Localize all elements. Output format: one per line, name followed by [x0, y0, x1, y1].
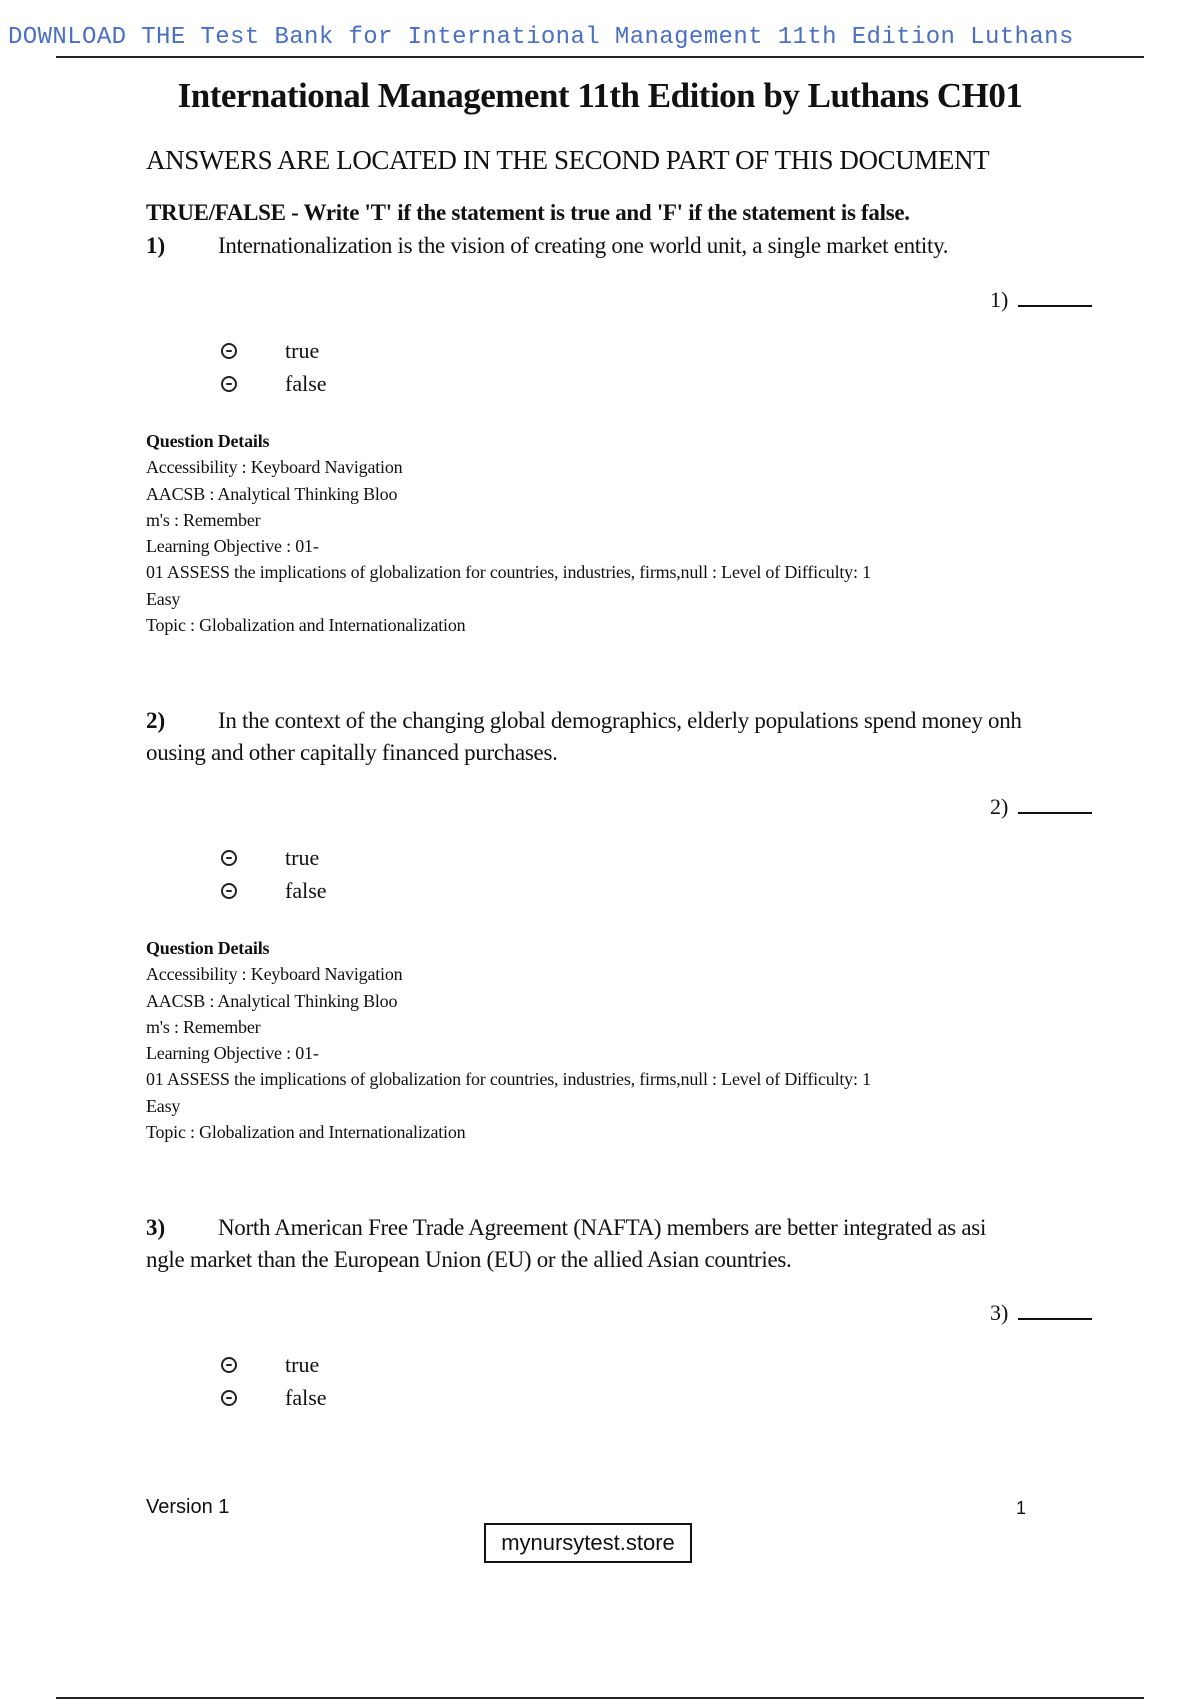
answer-label: 3) [990, 1300, 1009, 1325]
radio-button-icon[interactable] [221, 1390, 237, 1406]
document-title: International Management 11th Edition by Luthans CH01 [177, 76, 1023, 115]
details-line: m's : Remember [146, 1016, 261, 1037]
question-1-answer-slot[interactable] [990, 287, 1092, 313]
option-label: true [285, 845, 320, 870]
question-2-text-line-1: In the context of the changing global demographics, elderly populations spend money onh [218, 708, 1022, 733]
download-link[interactable]: DOWNLOAD THE Test Bank for International Management 11th Edition Luthans [8, 24, 1074, 51]
radio-button-icon[interactable] [221, 883, 237, 899]
answer-label: 1) [990, 287, 1009, 312]
header-divider [56, 56, 1144, 58]
details-line: Topic : Globalization and Internationalization [146, 615, 466, 636]
question-1-number: 1) [146, 233, 166, 258]
question-3-text-line-2: ngle market than the European Union (EU) or the allied Asian countries. [146, 1247, 792, 1272]
question-2-option-false[interactable] [221, 878, 327, 904]
answer-blank-line [1018, 1318, 1092, 1320]
question-2-option-true[interactable] [221, 845, 319, 871]
details-heading: Question Details [146, 431, 270, 451]
question-2-details [146, 935, 871, 1145]
details-heading: Question Details [146, 938, 270, 958]
question-3-option-true[interactable] [221, 1352, 319, 1378]
question-1-details [146, 428, 871, 638]
details-line: Accessibility : Keyboard Navigation [146, 457, 403, 478]
version-label: Version 1 [146, 1496, 230, 1518]
details-line: Easy [146, 1095, 181, 1116]
question-1-option-false[interactable] [221, 371, 327, 397]
footer-divider [56, 1697, 1144, 1699]
question-3-text-line-1: North American Free Trade Agreement (NAFTA) members are better integrated as asi [218, 1215, 987, 1240]
details-line: m's : Remember [146, 509, 261, 530]
details-line: Easy [146, 588, 181, 609]
details-line: 01 ASSESS the implications of globalization for countries, industries, firms,null : Level of Difficulty: 1 [146, 562, 871, 583]
option-label: true [285, 1352, 320, 1377]
details-line: 01 ASSESS the implications of globalization for countries, industries, firms,null : Level of Difficulty: 1 [146, 1069, 871, 1090]
option-label: false [285, 878, 327, 903]
question-1-option-true[interactable] [221, 338, 319, 364]
details-line: AACSB : Analytical Thinking Bloo [146, 483, 398, 504]
page-number: 1 [1016, 1498, 1027, 1518]
section-instructions: TRUE/FALSE - Write 'T' if the statement is true and 'F' if the statement is false. [146, 200, 910, 225]
store-badge[interactable]: mynursytest.store [484, 1523, 692, 1563]
details-line: AACSB : Analytical Thinking Bloo [146, 990, 398, 1011]
option-label: true [285, 338, 320, 363]
question-1-text: Internationalization is the vision of creating one world unit, a single market entity. [218, 233, 949, 258]
details-line: Topic : Globalization and Internationalization [146, 1122, 466, 1143]
question-2-number: 2) [146, 708, 166, 733]
details-line: Learning Objective : 01- [146, 536, 319, 557]
option-label: false [285, 371, 327, 396]
radio-button-icon[interactable] [221, 343, 237, 359]
question-3-answer-slot[interactable] [990, 1300, 1092, 1326]
option-label: false [285, 1385, 327, 1410]
question-2-text-line-2: ousing and other capitally financed purchases. [146, 740, 558, 765]
answers-notice: ANSWERS ARE LOCATED IN THE SECOND PART OF THIS DOCUMENT [146, 145, 990, 175]
details-line: Learning Objective : 01- [146, 1043, 319, 1064]
question-2-answer-slot[interactable] [990, 794, 1092, 820]
details-line: Accessibility : Keyboard Navigation [146, 964, 403, 985]
radio-button-icon[interactable] [221, 850, 237, 866]
answer-label: 2) [990, 794, 1009, 819]
question-3-number: 3) [146, 1215, 166, 1240]
radio-button-icon[interactable] [221, 1357, 237, 1373]
radio-button-icon[interactable] [221, 376, 237, 392]
answer-blank-line [1018, 305, 1092, 307]
question-3-option-false[interactable] [221, 1385, 327, 1411]
answer-blank-line [1018, 812, 1092, 814]
